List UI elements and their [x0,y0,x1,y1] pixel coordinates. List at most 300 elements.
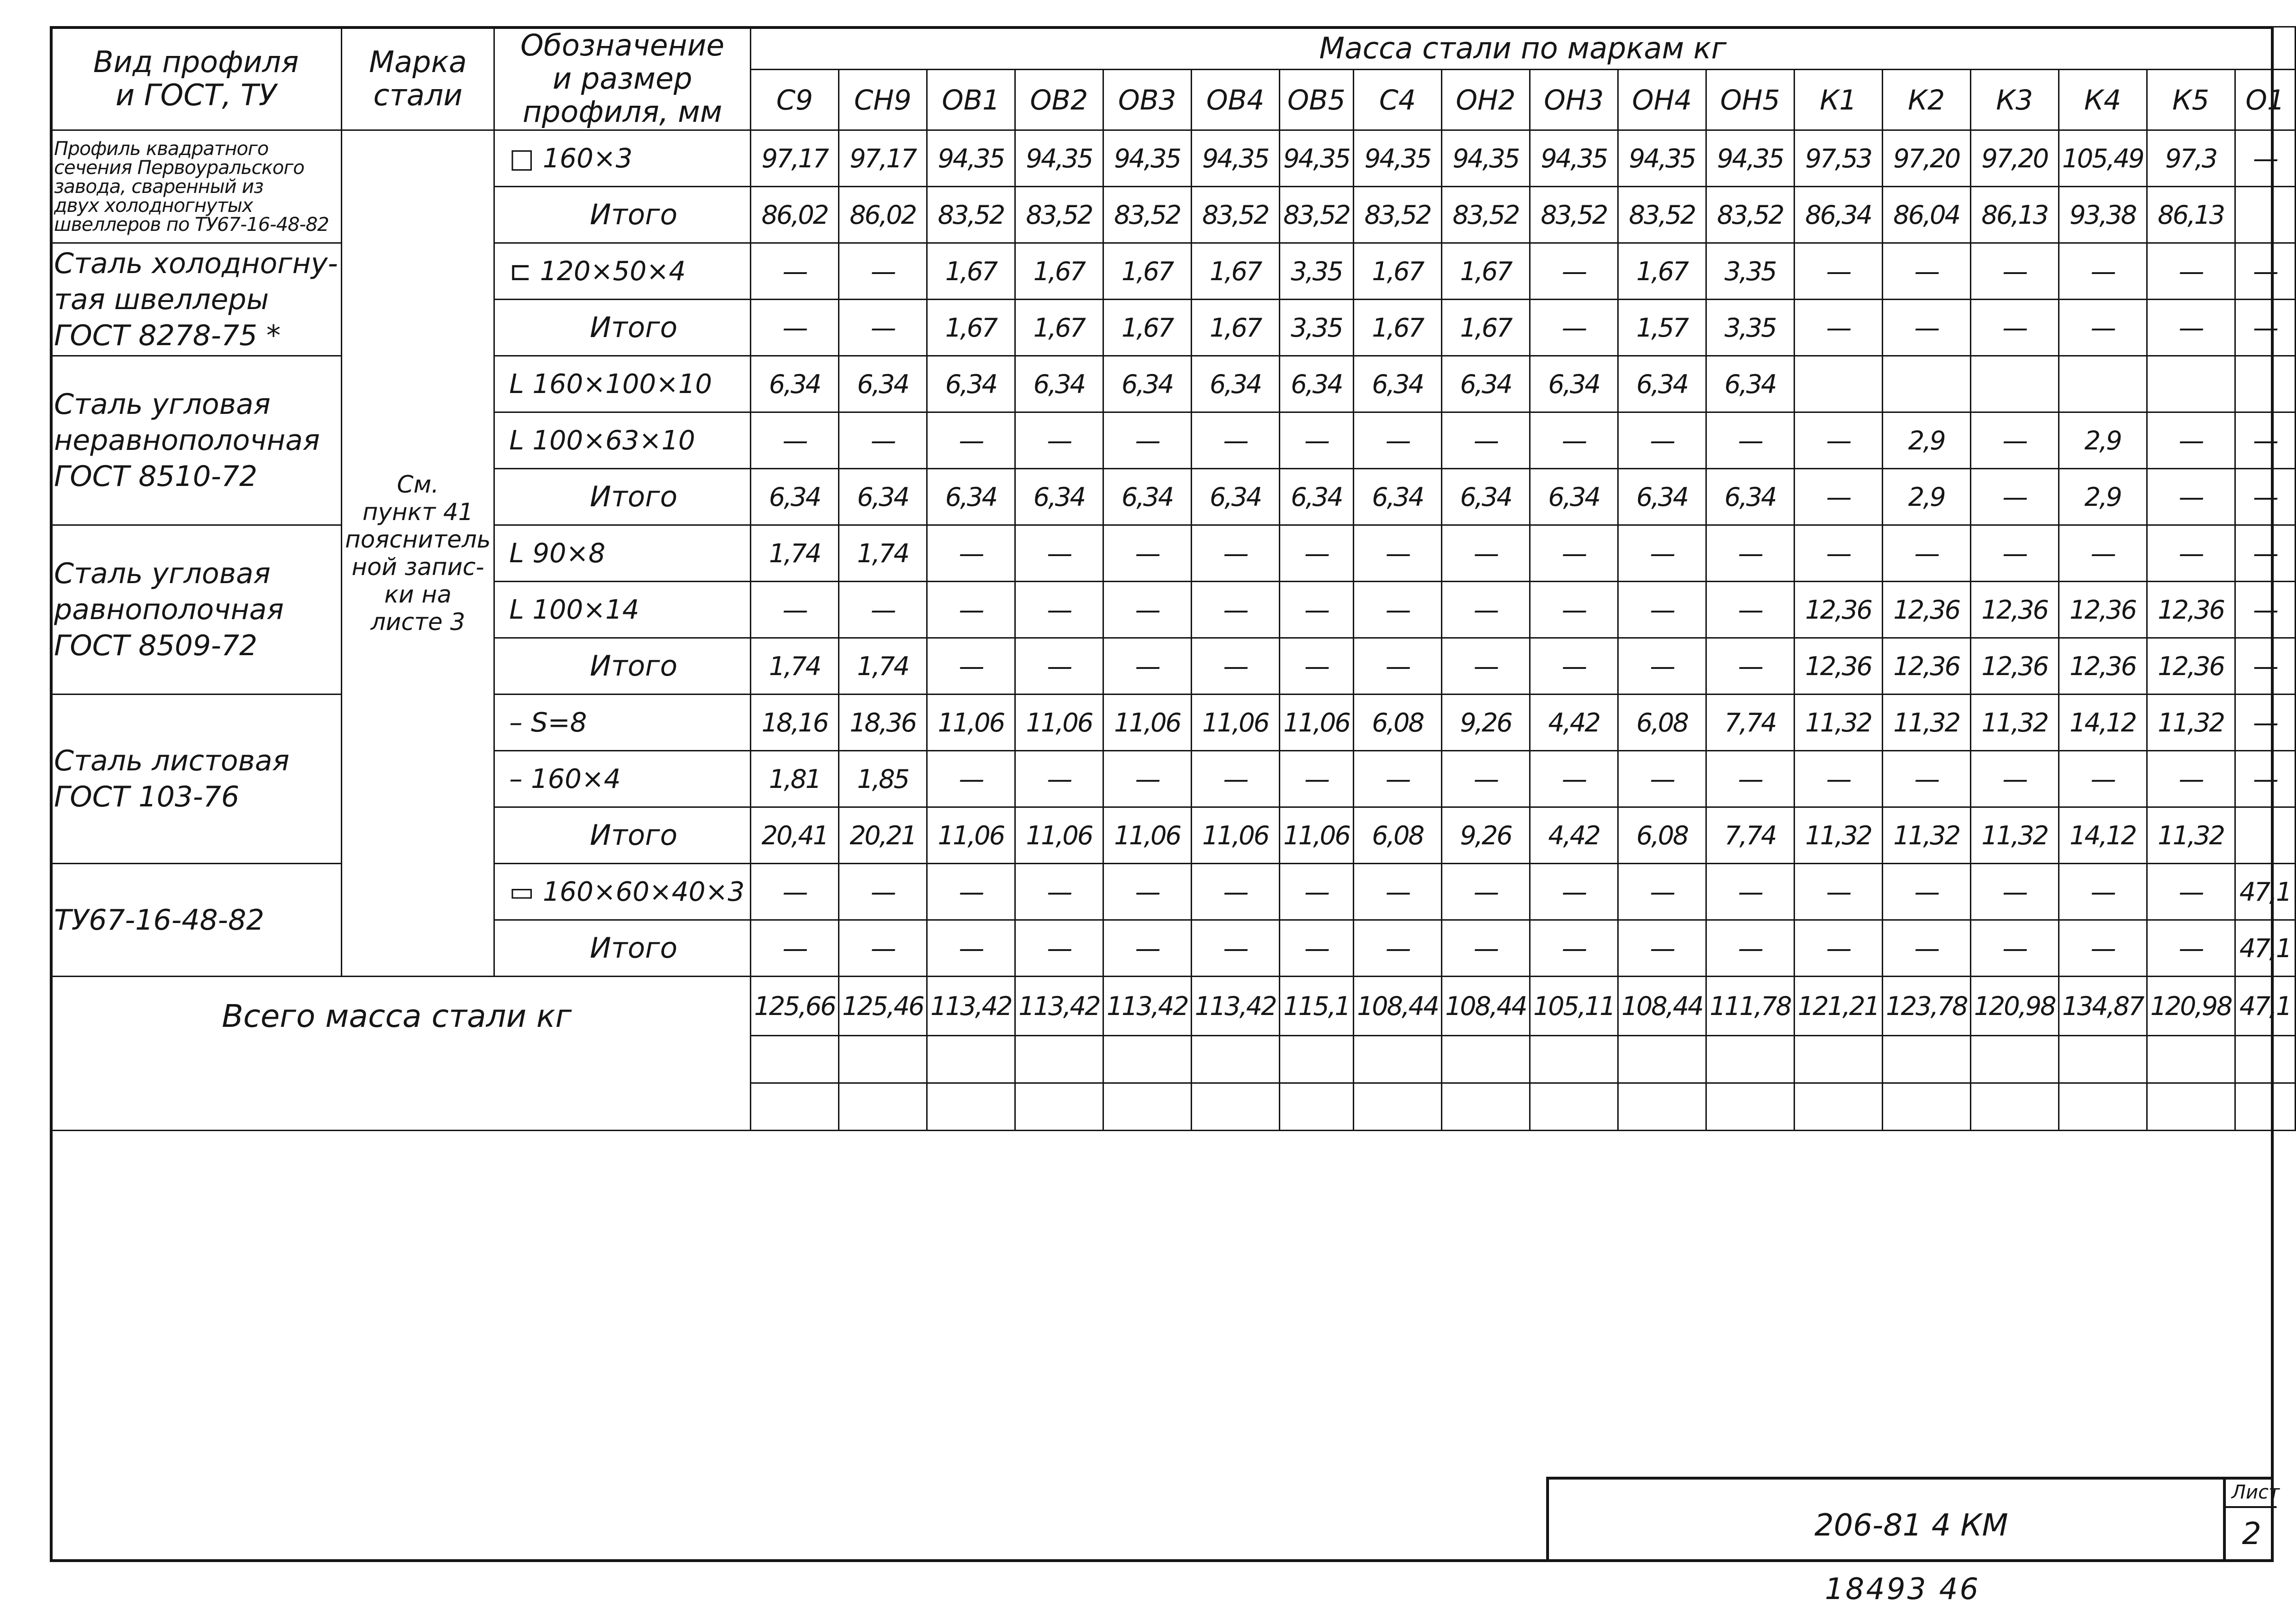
mass-cell: 6,34 [927,469,1015,525]
mass-cell: — [1279,920,1353,977]
total-mass-cell: 108,44 [1354,977,1442,1036]
mass-cell: 97,3 [2147,130,2235,187]
mass-cell: — [1794,243,1882,300]
subtotal-label: Итого [494,187,751,243]
mass-cell: — [1706,412,1794,469]
mass-cell: — [838,243,927,300]
mass-cell: 6,34 [1441,356,1530,412]
mass-cell: — [2235,638,2295,695]
mass-cell: — [1103,525,1191,582]
mark-header: С9 [750,70,838,130]
empty-cell [750,1036,838,1083]
mass-cell: 11,32 [2147,695,2235,751]
mass-cell: — [2147,412,2235,469]
mass-cell: — [927,920,1015,977]
mass-cell: 6,34 [1354,356,1442,412]
designation-cell: L 100×14 [494,582,751,638]
profile-cell [51,356,342,525]
mass-cell: — [1970,243,2059,300]
empty-cell [1882,1083,1970,1131]
mass-cell: 86,13 [1970,187,2059,243]
total-mass-cell: 120,98 [2147,977,2235,1036]
mass-cell: — [1191,638,1279,695]
mass-cell: 3,35 [1279,300,1353,356]
designation-cell: – 160×4 [494,751,751,807]
mass-cell: 1,57 [1618,300,1706,356]
mass-cell: 1,67 [1354,243,1442,300]
mass-cell: — [1441,638,1530,695]
mass-cell: — [1103,920,1191,977]
mass-cell: — [1970,864,2059,920]
mass-cell: 1,67 [1441,300,1530,356]
mass-cell: — [1530,638,1618,695]
header-row [51,27,2296,70]
mass-cell [2235,187,2295,243]
mass-cell: 6,34 [1618,356,1706,412]
mass-cell: 2,9 [1882,412,1970,469]
mass-cell: — [2235,582,2295,638]
subtotal-label: Итого [494,920,751,977]
mass-cell: 11,06 [927,695,1015,751]
designation-cell: – S=8 [494,695,751,751]
subtotal-label: Итого [494,300,751,356]
total-mass-cell: 115,1 [1279,977,1353,1036]
mass-cell: — [2059,751,2147,807]
profile-line: ГОСТ 8278-75 * [54,319,281,352]
mass-cell: — [1441,412,1530,469]
header-line: и размер [552,61,692,96]
mass-cell: 6,08 [1618,807,1706,864]
mass-cell: — [1103,412,1191,469]
profile-line: Сталь листовая [54,744,290,777]
mass-cell: 93,38 [2059,187,2147,243]
mass-cell: 1,67 [1015,300,1103,356]
mass-cell: — [927,582,1015,638]
mass-cell: 1,67 [1103,300,1191,356]
mass-cell: 97,20 [1882,130,1970,187]
mass-cell: — [1706,525,1794,582]
mass-cell: 97,17 [750,130,838,187]
profile-line: швеллеров по ТУ67-16-48-82 [54,213,329,236]
mass-cell: — [2147,469,2235,525]
mass-cell: — [927,751,1015,807]
mass-cell: — [1530,243,1618,300]
mass-cell: — [838,582,927,638]
mark-header: С4 [1354,70,1442,130]
empty-cell [2147,1036,2235,1083]
mass-cell: — [2235,469,2295,525]
mass-cell: — [1882,864,1970,920]
empty-cell [1618,1036,1706,1083]
profile-line: Профиль квадратного [54,137,269,160]
header-line: Обозначение [520,27,725,63]
mass-cell: 7,74 [1706,807,1794,864]
total-mass-cell: 105,11 [1530,977,1618,1036]
mass-cell: 6,34 [1706,469,1794,525]
mass-cell: — [927,412,1015,469]
profile-line: неравнополочная [54,424,320,457]
total-mass-cell: 47,1 [2235,977,2295,1036]
header-steel-grade [342,27,494,130]
mass-cell: 94,35 [1706,130,1794,187]
mass-cell: 11,32 [1794,807,1882,864]
mass-cell: 11,06 [1015,807,1103,864]
empty-cell [1015,1036,1103,1083]
empty-cell [1794,1036,1882,1083]
empty-cell [2235,1083,2295,1131]
mass-cell: 6,34 [1015,356,1103,412]
mass-cell: 1,67 [927,243,1015,300]
mass-cell: — [1882,751,1970,807]
mass-cell: — [1794,525,1882,582]
mass-cell: 11,06 [1279,807,1353,864]
mass-cell: 6,34 [838,469,927,525]
mass-cell: 97,20 [1970,130,2059,187]
mass-cell: — [1191,864,1279,920]
empty-cell [1706,1083,1794,1131]
mark-header: К2 [1882,70,1970,130]
mass-cell: 1,81 [750,751,838,807]
mass-cell: — [2235,695,2295,751]
mass-cell: — [1354,525,1442,582]
empty-cell [927,1036,1015,1083]
total-mass-cell: 111,78 [1706,977,1794,1036]
mass-cell: 6,34 [1530,469,1618,525]
mass-cell: — [1530,412,1618,469]
mass-cell: 9,26 [1441,807,1530,864]
mark-header: К4 [2059,70,2147,130]
mass-cell: 47,1 [2235,920,2295,977]
mass-cell: 1,74 [838,525,927,582]
mass-cell: 12,36 [1794,582,1882,638]
steel-grade-line: ки на [384,581,452,608]
profile-cell [51,695,342,864]
mass-cell: — [1618,582,1706,638]
mass-cell: — [1706,864,1794,920]
profile-cell [51,243,342,356]
document-code: 206-81 4 КМ [1814,1508,2008,1543]
mass-cell: 12,36 [1882,638,1970,695]
profile-line: ГОСТ 8510-72 [54,460,257,493]
sheet-number: 2 [2242,1517,2261,1552]
mass-cell: 11,06 [1103,695,1191,751]
total-mass-cell: 113,42 [1103,977,1191,1036]
mass-cell: 1,85 [838,751,927,807]
mass-cell: 1,67 [1191,300,1279,356]
mass-cell: 6,34 [1103,469,1191,525]
empty-cell [1441,1036,1530,1083]
profile-cell [51,525,342,695]
steel-grade-line: ной запис- [351,553,484,581]
empty-cell [2059,1036,2147,1083]
mass-cell: 11,06 [1191,807,1279,864]
mass-cell [1970,356,2059,412]
mass-cell: — [1618,412,1706,469]
mass-cell: — [750,300,838,356]
empty-cell [1354,1036,1442,1083]
mass-cell: 11,32 [1882,695,1970,751]
mass-cell: 3,35 [1706,243,1794,300]
mass-cell: 6,34 [750,469,838,525]
mass-cell: 7,74 [1706,695,1794,751]
empty-cell [838,1083,927,1131]
mass-cell: — [838,864,927,920]
mass-cell: — [1970,412,2059,469]
mass-cell: — [2147,243,2235,300]
mass-cell: — [2059,300,2147,356]
empty-cell [1279,1036,1353,1083]
mass-cell: — [838,412,927,469]
mass-cell: 12,36 [1882,582,1970,638]
mass-cell: 6,34 [1191,469,1279,525]
mass-cell: 6,34 [1706,356,1794,412]
mass-cell: 12,36 [1970,638,2059,695]
mass-cell: — [1618,525,1706,582]
mass-cell: 1,74 [838,638,927,695]
mass-cell: 83,52 [1103,187,1191,243]
mass-cell: — [2147,864,2235,920]
mass-cell: — [1354,864,1442,920]
mass-cell: 6,34 [1354,469,1442,525]
mass-cell: — [1103,751,1191,807]
mass-cell: 94,35 [1441,130,1530,187]
mass-cell: — [1103,582,1191,638]
profile-line: Сталь угловая [54,557,271,590]
mass-cell: — [1794,751,1882,807]
mass-cell: — [1279,412,1353,469]
mass-cell: — [1530,525,1618,582]
header-line: профиля, мм [522,94,722,129]
mass-cell: 6,34 [1103,356,1191,412]
mass-cell: — [1706,920,1794,977]
mass-cell: 11,32 [2147,807,2235,864]
mass-cell [1882,356,1970,412]
mass-cell: 1,67 [1015,243,1103,300]
profile-line: сечения Первоуральского [54,156,304,179]
steel-grade-line: листе 3 [370,608,465,636]
mass-cell: — [1530,582,1618,638]
mass-cell: — [1706,751,1794,807]
mass-cell: — [1191,525,1279,582]
mass-cell: — [1441,582,1530,638]
mass-cell: 86,34 [1794,187,1882,243]
empty-cell [1970,1083,2059,1131]
mass-cell: 12,36 [1970,582,2059,638]
mass-cell: 94,35 [927,130,1015,187]
total-mass-cell: 113,42 [927,977,1015,1036]
mass-cell: 6,34 [1279,469,1353,525]
mark-header: ОН2 [1441,70,1530,130]
mark-header: ОВ3 [1103,70,1191,130]
mass-cell: — [2059,864,2147,920]
total-mass-cell: 123,78 [1882,977,1970,1036]
mass-cell: — [750,243,838,300]
total-mass-cell: 113,42 [1015,977,1103,1036]
mass-cell: 1,74 [750,525,838,582]
mass-cell: 6,34 [1279,356,1353,412]
mass-cell: — [838,300,927,356]
mass-cell: — [1970,751,2059,807]
mass-cell: 86,13 [2147,187,2235,243]
mass-cell: 11,06 [1103,807,1191,864]
empty-cell [1103,1036,1191,1083]
mass-cell: 6,34 [1618,469,1706,525]
mass-cell: 12,36 [2147,638,2235,695]
mass-cell: — [1354,412,1442,469]
mass-cell: 94,35 [1618,130,1706,187]
mark-header: ОВ2 [1015,70,1103,130]
empty-cell [1530,1083,1618,1131]
mass-cell: 97,53 [1794,130,1882,187]
mass-cell: — [1015,638,1103,695]
mass-cell: — [1191,920,1279,977]
steel-grade-cell [342,130,494,977]
mass-cell: 83,52 [1618,187,1706,243]
mass-cell: — [1970,469,2059,525]
mass-cell: 11,06 [1015,695,1103,751]
mass-cell: 94,35 [1279,130,1353,187]
profile-line: ГОСТ 8509-72 [54,629,257,662]
mass-cell [1794,356,1882,412]
total-mass-cell: 125,66 [750,977,838,1036]
mass-cell: — [1618,751,1706,807]
mass-cell: 6,34 [838,356,927,412]
mass-cell: — [2235,243,2295,300]
mass-cell: 6,08 [1354,807,1442,864]
mass-cell: 94,35 [1103,130,1191,187]
mass-cell: — [2059,920,2147,977]
mass-cell: 11,06 [1191,695,1279,751]
mass-cell: — [1279,582,1353,638]
profile-line: ГОСТ 103-76 [54,780,239,814]
mass-cell: — [838,920,927,977]
mass-cell: — [1354,582,1442,638]
mass-cell: 94,35 [1530,130,1618,187]
empty-cell [1706,1036,1794,1083]
mass-cell: — [2059,243,2147,300]
mass-cell: 6,34 [750,356,838,412]
mass-cell: 11,32 [1882,807,1970,864]
mass-cell: 83,52 [1015,187,1103,243]
mass-cell: 12,36 [2147,582,2235,638]
designation-cell: L 90×8 [494,525,751,582]
mass-cell: 1,67 [1103,243,1191,300]
designation-cell: L 100×63×10 [494,412,751,469]
mass-cell: 3,35 [1279,243,1353,300]
mass-cell: — [1530,920,1618,977]
mass-cell: 94,35 [1191,130,1279,187]
mass-cell: 86,02 [838,187,927,243]
mass-cell: 12,36 [2059,638,2147,695]
mass-cell: — [1970,920,2059,977]
header-mass-title: Масса стали по маркам кг [750,27,2295,70]
header-profile [51,27,342,130]
empty-cell [838,1036,927,1083]
mass-cell: 6,34 [1015,469,1103,525]
mass-cell: 11,06 [1279,695,1353,751]
mass-cell: 6,34 [1191,356,1279,412]
mass-cell: — [1441,864,1530,920]
mass-cell: 12,36 [1794,638,1882,695]
profile-line: Сталь холодногну- [54,247,338,280]
title-block-sheet-line [2223,1506,2277,1508]
mass-cell: 18,16 [750,695,838,751]
mass-cell: — [1794,864,1882,920]
mass-cell: — [1015,751,1103,807]
mass-cell: 1,74 [750,638,838,695]
mass-cell: — [1441,920,1530,977]
mass-cell: — [1618,920,1706,977]
subtotal-label: Итого [494,638,751,695]
mass-cell: — [1882,920,1970,977]
mass-cell: — [2235,130,2295,187]
mass-cell: — [750,412,838,469]
mass-cell: 2,9 [1882,469,1970,525]
archive-number: 18493 46 [1825,1572,1980,1606]
mass-cell: — [1103,638,1191,695]
steel-specification-table [50,26,2296,1131]
mass-cell: 9,26 [1441,695,1530,751]
profile-cell [51,864,342,977]
mark-header: К3 [1970,70,2059,130]
mark-header: ОВ5 [1279,70,1353,130]
subtotal-label: Итого [494,807,751,864]
mass-cell: — [750,864,838,920]
empty-cell [2147,1083,2235,1131]
mass-cell: 2,9 [2059,469,2147,525]
mass-cell: — [927,525,1015,582]
mass-cell: — [750,920,838,977]
mass-cell: 1,67 [1354,300,1442,356]
mass-cell [2059,356,2147,412]
mass-cell: — [1618,864,1706,920]
total-mass-cell: 120,98 [1970,977,2059,1036]
mass-cell: — [1103,864,1191,920]
mass-cell: 20,41 [750,807,838,864]
mass-cell: 105,49 [2059,130,2147,187]
empty-cell [1354,1083,1442,1131]
mass-cell: 6,08 [1354,695,1442,751]
mass-cell: — [2147,525,2235,582]
mass-cell: 1,67 [1441,243,1530,300]
mass-cell: 3,35 [1706,300,1794,356]
mark-header: ОН5 [1706,70,1794,130]
mass-cell [2235,356,2295,412]
mass-cell: — [1441,525,1530,582]
mass-cell: 20,21 [838,807,927,864]
empty-cell [1618,1083,1706,1131]
empty-cell [1191,1036,1279,1083]
mass-cell: — [1706,582,1794,638]
mass-cell: 6,08 [1618,695,1706,751]
empty-cell [1530,1036,1618,1083]
mass-cell: 2,9 [2059,412,2147,469]
total-mass-cell: 125,46 [838,977,927,1036]
mass-cell: 11,32 [1970,807,2059,864]
mass-cell: — [1530,864,1618,920]
mass-cell: — [2235,525,2295,582]
mass-cell: — [1882,243,1970,300]
mass-cell: 4,42 [1530,695,1618,751]
mass-cell: 1,67 [927,300,1015,356]
sheet-label: Лист [2232,1481,2280,1503]
total-label: Всего масса стали кг [51,977,751,1131]
mark-header: ОН4 [1618,70,1706,130]
empty-cell [1279,1083,1353,1131]
mass-cell: 83,52 [1441,187,1530,243]
mass-cell: 83,52 [1191,187,1279,243]
mass-cell: — [1794,469,1882,525]
